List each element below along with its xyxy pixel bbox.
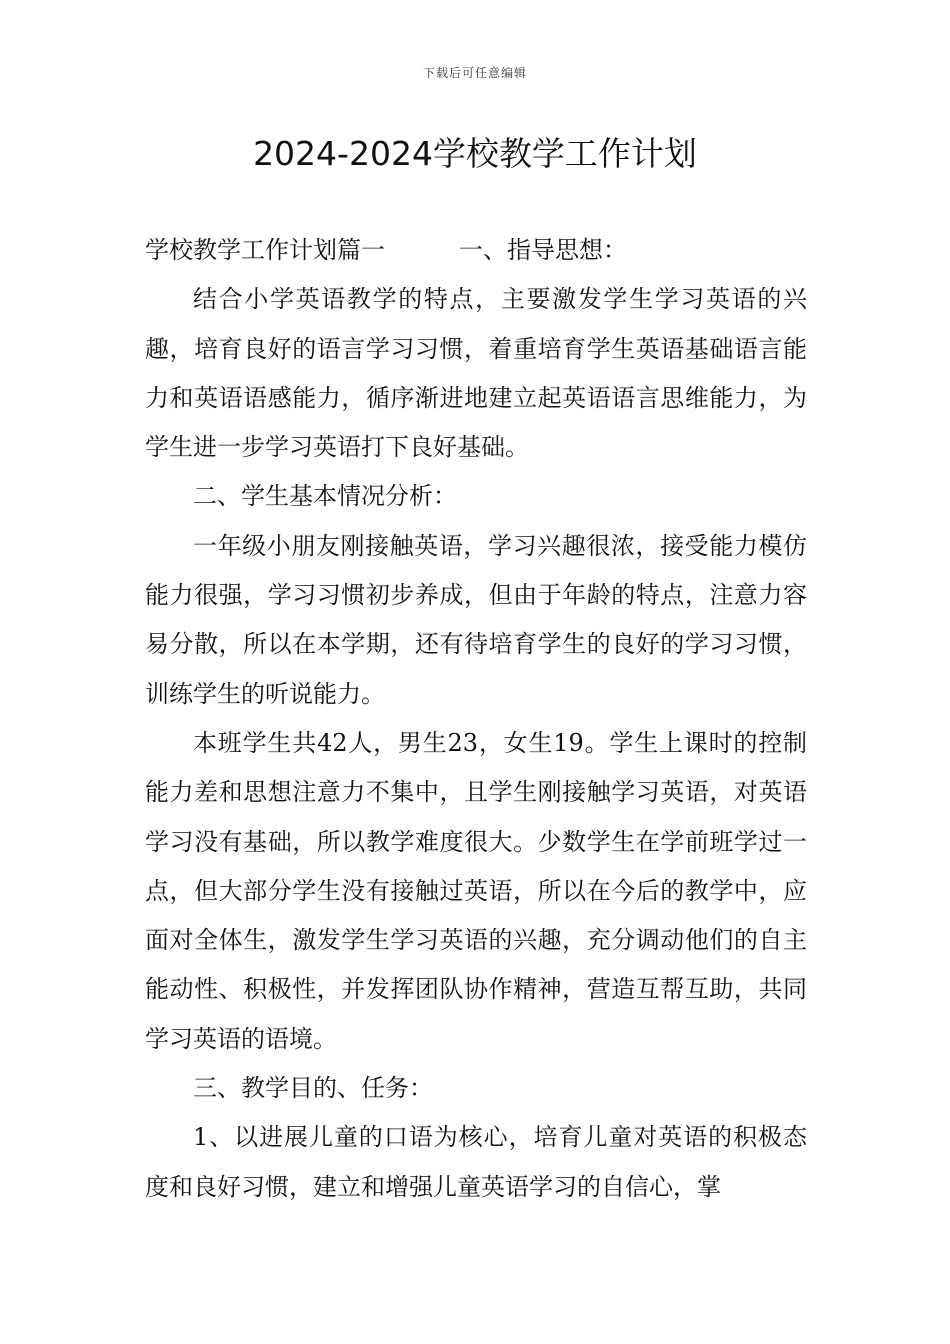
section-heading-guiding-ideology: 一、指导思想：	[459, 236, 627, 264]
paragraph-teaching-goal-1: 1、以进展儿童的口语为核心，培育儿童对英语的积极态度和良好习惯，建立和增强儿童英语学习的自信心，掌	[145, 1123, 807, 1201]
paragraph-class-situation: 本班学生共42人，男生23，女生19。学生上课时的控制能力差和思想注意力不集中，且学生刚接触学习英语，对英语学习没有基础，所以教学难度很大。少数学生在学前班学过一点，但大部分学生没有接触过英语，所以在今后的教学中，应面对全体生，激发学生学习英语的兴趣，充分调动他们的自主能动性、积极性，并发挥团队协作精神，营造互帮互助，共同学习英语的语境。	[145, 728, 807, 1053]
lead-label: 学校教学工作计划篇一	[145, 236, 385, 264]
lead-line	[145, 226, 807, 275]
paragraph-student-analysis: 一年级小朋友刚接触英语，学习兴趣很浓，接受能力模仿能力很强，学习习惯初步养成，但由于年龄的特点，注意力容易分散，所以在本学期，还有待培育学生的良好的学习习惯，训练学生的听说能力。	[145, 531, 807, 708]
document-title: 2024-2024学校教学工作计划	[253, 134, 697, 173]
document-body	[145, 226, 807, 1212]
header-note: 下载后可任意编辑	[422, 66, 527, 80]
paragraph-guiding-ideology: 结合小学英语教学的特点，主要激发学生学习英语的兴趣，培育良好的语言学习习惯，着重培育学生英语基础语言能力和英语语感能力，循序渐进地建立起英语语言思维能力，为学生进一步学习英语打下良好基础。	[145, 285, 807, 462]
section-heading-teaching-goals: 三、教学目的、任务：	[193, 1074, 433, 1103]
section-heading-student-analysis: 二、学生基本情况分析：	[193, 482, 457, 511]
